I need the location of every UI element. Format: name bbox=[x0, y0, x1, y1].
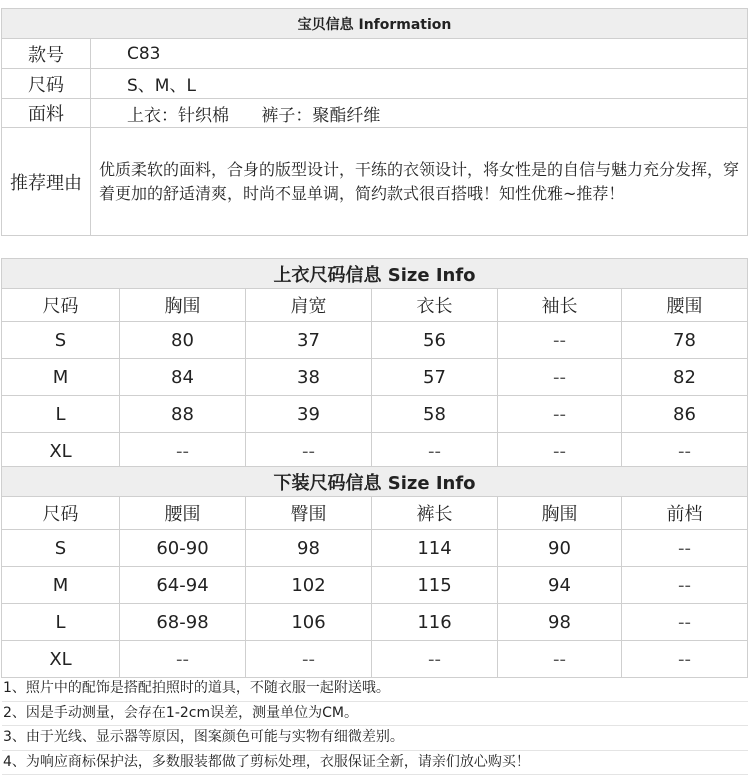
table-row bbox=[2, 604, 748, 641]
table-cell: -- bbox=[622, 641, 748, 678]
table-cell: 88 bbox=[120, 396, 246, 433]
column-header: 前档 bbox=[622, 497, 748, 530]
table-cell: -- bbox=[372, 433, 498, 470]
table-cell: -- bbox=[498, 396, 622, 433]
top-size-header: 上衣尺码信息 Size Info bbox=[2, 259, 748, 289]
note-item: 1、照片中的配饰是搭配拍照时的道具，不随衣服一起附送哦。 bbox=[2, 677, 748, 702]
table-cell: -- bbox=[622, 567, 748, 604]
table-cell: -- bbox=[372, 641, 498, 678]
reason-label: 推荐理由 bbox=[2, 128, 91, 236]
table-cell: XL bbox=[2, 433, 120, 470]
table-cell: 57 bbox=[372, 359, 498, 396]
bottom-size-table bbox=[1, 466, 748, 678]
note-item: 3、由于光线、显示器等原因，图案颜色可能与实物有细微差别。 bbox=[2, 726, 748, 751]
table-cell: 102 bbox=[246, 567, 372, 604]
table-cell: -- bbox=[622, 530, 748, 567]
table-cell: -- bbox=[498, 359, 622, 396]
table-cell: 38 bbox=[246, 359, 372, 396]
column-header: 尺码 bbox=[2, 289, 120, 322]
table-cell: -- bbox=[498, 641, 622, 678]
table-cell: 80 bbox=[120, 322, 246, 359]
table-row bbox=[2, 396, 748, 433]
notes-list bbox=[2, 677, 748, 775]
table-cell: 98 bbox=[246, 530, 372, 567]
table-cell: 56 bbox=[372, 322, 498, 359]
table-cell: 84 bbox=[120, 359, 246, 396]
table-cell: 58 bbox=[372, 396, 498, 433]
table-cell: -- bbox=[498, 322, 622, 359]
table-cell: 39 bbox=[246, 396, 372, 433]
table-cell: -- bbox=[120, 641, 246, 678]
table-cell: -- bbox=[622, 604, 748, 641]
table-row bbox=[2, 322, 748, 359]
table-row bbox=[2, 359, 748, 396]
column-header: 腰围 bbox=[622, 289, 748, 322]
table-cell: 115 bbox=[372, 567, 498, 604]
table-cell: L bbox=[2, 604, 120, 641]
table-cell: -- bbox=[246, 641, 372, 678]
product-info-table bbox=[1, 8, 748, 236]
table-cell: 82 bbox=[622, 359, 748, 396]
style-number-value: C83 bbox=[91, 39, 748, 69]
column-header: 衣长 bbox=[372, 289, 498, 322]
top-size-columns bbox=[2, 289, 748, 322]
table-cell: S bbox=[2, 322, 120, 359]
table-cell: 90 bbox=[498, 530, 622, 567]
table-cell: XL bbox=[2, 641, 120, 678]
table-cell: 64-94 bbox=[120, 567, 246, 604]
note-item: 2、因是手动测量，会存在1-2cm误差，测量单位为CM。 bbox=[2, 702, 748, 727]
table-cell: S bbox=[2, 530, 120, 567]
table-row bbox=[2, 433, 748, 470]
column-header: 臀围 bbox=[246, 497, 372, 530]
size-value: S、M、L bbox=[91, 69, 748, 99]
table-cell: 86 bbox=[622, 396, 748, 433]
table-cell: 98 bbox=[498, 604, 622, 641]
table-cell: 114 bbox=[372, 530, 498, 567]
bottom-size-columns bbox=[2, 497, 748, 530]
note-item: 4、为响应商标保护法，多数服装都做了剪标处理，衣服保证全新，请亲们放心购买！ bbox=[2, 751, 748, 776]
column-header: 胸围 bbox=[498, 497, 622, 530]
size-label: 尺码 bbox=[2, 69, 91, 99]
table-cell: 68-98 bbox=[120, 604, 246, 641]
table-row bbox=[2, 530, 748, 567]
table-cell: L bbox=[2, 396, 120, 433]
table-cell: M bbox=[2, 359, 120, 396]
table-row bbox=[2, 641, 748, 678]
table-cell: 60-90 bbox=[120, 530, 246, 567]
column-header: 腰围 bbox=[120, 497, 246, 530]
reason-text: 优质柔软的面料，合身的版型设计，干练的衣领设计，将女性是的自信与魅力充分发挥，穿着更加的舒适清爽，时尚不显单调，简约款式很百搭哦！知性优雅~推荐！ bbox=[91, 128, 748, 236]
fabric-value: 上衣：针织棉 裤子：聚酯纤维 bbox=[91, 99, 748, 128]
table-cell: -- bbox=[622, 433, 748, 470]
column-header: 裤长 bbox=[372, 497, 498, 530]
table-cell: 116 bbox=[372, 604, 498, 641]
column-header: 袖长 bbox=[498, 289, 622, 322]
bottom-size-header: 下装尺码信息 Size Info bbox=[2, 467, 748, 497]
column-header: 肩宽 bbox=[246, 289, 372, 322]
table-cell: -- bbox=[120, 433, 246, 470]
table-cell: 94 bbox=[498, 567, 622, 604]
info-header: 宝贝信息 Information bbox=[2, 9, 748, 39]
top-size-table bbox=[1, 258, 748, 470]
table-cell: -- bbox=[498, 433, 622, 470]
table-row bbox=[2, 567, 748, 604]
column-header: 胸围 bbox=[120, 289, 246, 322]
table-cell: 37 bbox=[246, 322, 372, 359]
style-number-label: 款号 bbox=[2, 39, 91, 69]
table-cell: -- bbox=[246, 433, 372, 470]
column-header: 尺码 bbox=[2, 497, 120, 530]
table-cell: 78 bbox=[622, 322, 748, 359]
table-cell: 106 bbox=[246, 604, 372, 641]
table-cell: M bbox=[2, 567, 120, 604]
fabric-label: 面料 bbox=[2, 99, 91, 128]
